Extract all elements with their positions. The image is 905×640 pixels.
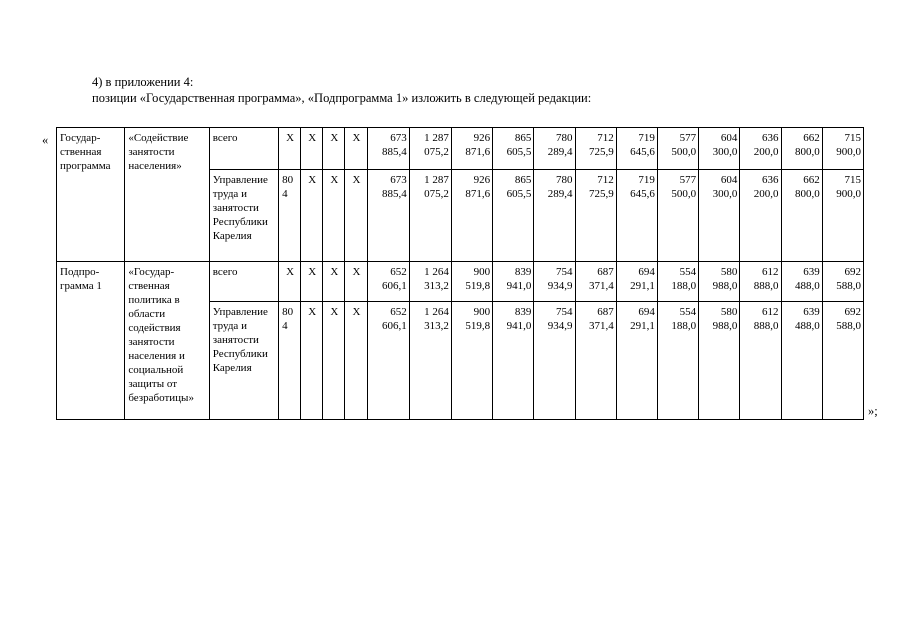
amount-remainder: 188,0 — [671, 280, 697, 292]
amount-thousands: 687 — [597, 306, 614, 318]
amount-remainder: 488,0 — [794, 320, 820, 332]
amount-cell — [740, 302, 781, 420]
status-text: Подпро-грамма 1 — [60, 266, 102, 292]
intro-line-2: позиции «Государственная программа», «Подпрограмма 1» изложить в следующей редакции: — [92, 91, 592, 105]
amount-cell — [493, 302, 534, 420]
amount-cell — [409, 128, 451, 170]
amount-thousands: 554 — [679, 306, 697, 318]
amount-remainder: 291,1 — [630, 280, 655, 292]
amount-remainder: 075,2 — [424, 146, 449, 158]
amount-thousands: 780 — [556, 132, 573, 144]
amount-cell — [575, 262, 616, 302]
amount-remainder: 588,0 — [836, 280, 861, 292]
amount-thousands: 715 — [844, 174, 861, 186]
amount-thousands: 673 — [390, 174, 407, 186]
amount-cell — [409, 302, 451, 420]
amount-cell — [781, 170, 822, 262]
amount-thousands: 636 — [762, 174, 779, 186]
amount-remainder: 645,6 — [630, 188, 655, 200]
amount-remainder: 500,0 — [671, 188, 697, 200]
executor-cell — [209, 170, 278, 262]
amount-cell — [534, 262, 575, 302]
amount-cell — [740, 128, 781, 170]
amount-remainder: 289,4 — [547, 146, 573, 158]
opening-quote: « — [42, 133, 49, 147]
amount-cell — [493, 170, 534, 262]
amount-remainder: 988,0 — [712, 280, 738, 292]
amount-thousands: 900 — [473, 306, 491, 318]
amount-thousands: 687 — [597, 266, 614, 278]
amount-cell — [822, 170, 863, 262]
amount-cell — [616, 128, 657, 170]
amount-remainder: 488,0 — [794, 280, 820, 292]
total-label-cell — [209, 128, 278, 170]
amount-thousands: 662 — [803, 174, 820, 186]
grbs-code-cell: 804 — [279, 302, 301, 420]
amount-thousands: 719 — [638, 174, 655, 186]
amount-thousands: 839 — [514, 306, 532, 318]
amount-thousands: 1 287 — [424, 174, 449, 186]
classification-mark-cell: X — [323, 128, 345, 170]
amount-thousands: 754 — [556, 306, 573, 318]
amount-remainder: 934,9 — [547, 280, 573, 292]
closing-quote: »; — [868, 404, 878, 418]
amount-thousands: 652 — [390, 266, 407, 278]
executor-cell — [209, 302, 278, 420]
program-name-text: «Содействие занятости населения» — [128, 132, 189, 172]
amount-remainder: 519,8 — [465, 320, 491, 332]
classification-mark-cell: X — [345, 128, 367, 170]
amount-remainder: 300,0 — [712, 188, 738, 200]
amount-cell — [534, 128, 575, 170]
amount-thousands: 694 — [638, 306, 655, 318]
program-name-cell — [125, 262, 209, 420]
amount-thousands: 604 — [720, 132, 738, 144]
amount-cell — [367, 170, 409, 262]
amount-remainder: 885,4 — [381, 146, 407, 158]
amount-cell — [616, 262, 657, 302]
amount-cell — [575, 128, 616, 170]
amount-remainder: 606,1 — [381, 280, 407, 292]
amount-cell — [781, 302, 822, 420]
amount-cell — [616, 170, 657, 262]
row-label: Управление труда и занятости Республики Карелия — [212, 174, 268, 242]
amount-remainder: 371,4 — [588, 280, 614, 292]
amount-remainder: 300,0 — [712, 146, 738, 158]
amount-remainder: 725,9 — [588, 146, 614, 158]
row-label: всего — [212, 132, 238, 144]
grbs-code-cell: X — [279, 128, 301, 170]
amount-remainder: 941,0 — [506, 320, 532, 332]
amount-thousands: 612 — [762, 306, 779, 318]
amount-thousands: 1 287 — [424, 132, 449, 144]
amount-remainder: 075,2 — [424, 188, 449, 200]
amount-remainder: 313,2 — [424, 320, 449, 332]
classification-mark-cell: X — [301, 302, 323, 420]
amount-cell — [367, 302, 409, 420]
amount-thousands: 692 — [844, 266, 861, 278]
amount-remainder: 871,6 — [465, 146, 491, 158]
amount-remainder: 900,0 — [836, 188, 861, 200]
amount-cell — [657, 262, 698, 302]
status-cell — [57, 128, 125, 262]
amount-cell — [822, 128, 863, 170]
status-cell — [57, 262, 125, 420]
amount-remainder: 605,5 — [506, 146, 532, 158]
grbs-code-cell: 804 — [279, 170, 301, 262]
classification-mark-cell: X — [345, 302, 367, 420]
amount-cell — [740, 170, 781, 262]
amount-remainder: 371,4 — [588, 320, 614, 332]
amount-cell — [657, 170, 698, 262]
amount-cell — [699, 262, 740, 302]
amount-remainder: 988,0 — [712, 320, 738, 332]
amount-cell — [409, 170, 451, 262]
classification-mark-cell: X — [345, 262, 367, 302]
classification-mark-cell: X — [323, 302, 345, 420]
amount-thousands: 554 — [679, 266, 697, 278]
amount-thousands: 712 — [597, 174, 614, 186]
amount-remainder: 941,0 — [506, 280, 532, 292]
amount-cell — [451, 262, 492, 302]
amount-thousands: 1 264 — [424, 266, 449, 278]
amount-thousands: 780 — [556, 174, 573, 186]
row-label: всего — [212, 266, 238, 278]
amount-remainder: 888,0 — [753, 280, 779, 292]
amount-remainder: 588,0 — [836, 320, 861, 332]
amount-cell — [822, 262, 863, 302]
amount-cell — [781, 262, 822, 302]
classification-mark-cell: X — [323, 170, 345, 262]
amount-cell — [575, 170, 616, 262]
amount-remainder: 871,6 — [465, 188, 491, 200]
row-label: Управление труда и занятости Республики Карелия — [212, 306, 268, 374]
budget-table — [56, 127, 864, 420]
amount-cell — [822, 302, 863, 420]
amount-cell — [493, 262, 534, 302]
amount-remainder: 606,1 — [381, 320, 407, 332]
status-text: Государ-ственная программа — [60, 132, 111, 172]
amount-thousands: 577 — [679, 174, 697, 186]
classification-mark-cell: X — [301, 262, 323, 302]
amount-cell — [451, 128, 492, 170]
amount-remainder: 888,0 — [753, 320, 779, 332]
table-row — [57, 128, 864, 170]
amount-thousands: 577 — [679, 132, 697, 144]
grbs-code-cell: X — [279, 262, 301, 302]
intro-line-1: 4) в приложении 4: — [92, 75, 194, 89]
amount-thousands: 694 — [638, 266, 655, 278]
amount-thousands: 865 — [514, 174, 532, 186]
amount-remainder: 200,0 — [753, 188, 779, 200]
amount-cell — [451, 302, 492, 420]
amount-remainder: 188,0 — [671, 320, 697, 332]
amount-remainder: 934,9 — [547, 320, 573, 332]
amount-remainder: 885,4 — [381, 188, 407, 200]
amount-thousands: 604 — [720, 174, 738, 186]
amount-remainder: 200,0 — [753, 146, 779, 158]
program-name-cell — [125, 128, 209, 262]
amount-cell — [493, 128, 534, 170]
amount-thousands: 712 — [597, 132, 614, 144]
amount-cell — [616, 302, 657, 420]
amount-thousands: 652 — [390, 306, 407, 318]
amount-cell — [699, 128, 740, 170]
amount-cell — [409, 262, 451, 302]
amount-cell — [534, 302, 575, 420]
amount-cell — [740, 262, 781, 302]
amount-cell — [699, 170, 740, 262]
classification-mark-cell: X — [323, 262, 345, 302]
amount-thousands: 754 — [556, 266, 573, 278]
amount-thousands: 580 — [720, 266, 738, 278]
amendment-intro — [92, 74, 591, 106]
amount-remainder: 291,1 — [630, 320, 655, 332]
amount-cell — [657, 128, 698, 170]
classification-mark-cell: X — [345, 170, 367, 262]
amount-thousands: 580 — [720, 306, 738, 318]
program-name-text: «Государ-ственная политика в области содействия занятости населения и социальной защиты от безработицы» — [128, 266, 194, 404]
amount-thousands: 612 — [762, 266, 779, 278]
amount-thousands: 900 — [473, 266, 491, 278]
total-label-cell — [209, 262, 278, 302]
amount-cell — [367, 262, 409, 302]
amount-remainder: 900,0 — [836, 146, 861, 158]
amount-cell — [781, 128, 822, 170]
amount-cell — [657, 302, 698, 420]
amount-thousands: 926 — [473, 174, 491, 186]
classification-mark-cell: X — [301, 170, 323, 262]
amount-thousands: 662 — [803, 132, 820, 144]
amount-thousands: 639 — [803, 306, 820, 318]
amount-cell — [699, 302, 740, 420]
amount-remainder: 519,8 — [465, 280, 491, 292]
amount-cell — [534, 170, 575, 262]
amount-remainder: 313,2 — [424, 280, 449, 292]
amount-thousands: 692 — [844, 306, 861, 318]
amount-remainder: 645,6 — [630, 146, 655, 158]
amount-thousands: 636 — [762, 132, 779, 144]
amount-remainder: 500,0 — [671, 146, 697, 158]
amount-cell — [451, 170, 492, 262]
amount-remainder: 800,0 — [794, 146, 820, 158]
amount-remainder: 289,4 — [547, 188, 573, 200]
amount-remainder: 725,9 — [588, 188, 614, 200]
classification-mark-cell: X — [301, 128, 323, 170]
table-row — [57, 262, 864, 302]
amount-thousands: 865 — [514, 132, 532, 144]
amount-remainder: 605,5 — [506, 188, 532, 200]
amount-thousands: 639 — [803, 266, 820, 278]
amount-thousands: 1 264 — [424, 306, 449, 318]
amount-thousands: 715 — [844, 132, 861, 144]
amount-remainder: 800,0 — [794, 188, 820, 200]
amount-cell — [367, 128, 409, 170]
amount-thousands: 839 — [514, 266, 532, 278]
amount-cell — [575, 302, 616, 420]
amount-thousands: 926 — [473, 132, 491, 144]
amount-thousands: 719 — [638, 132, 655, 144]
amount-thousands: 673 — [390, 132, 407, 144]
